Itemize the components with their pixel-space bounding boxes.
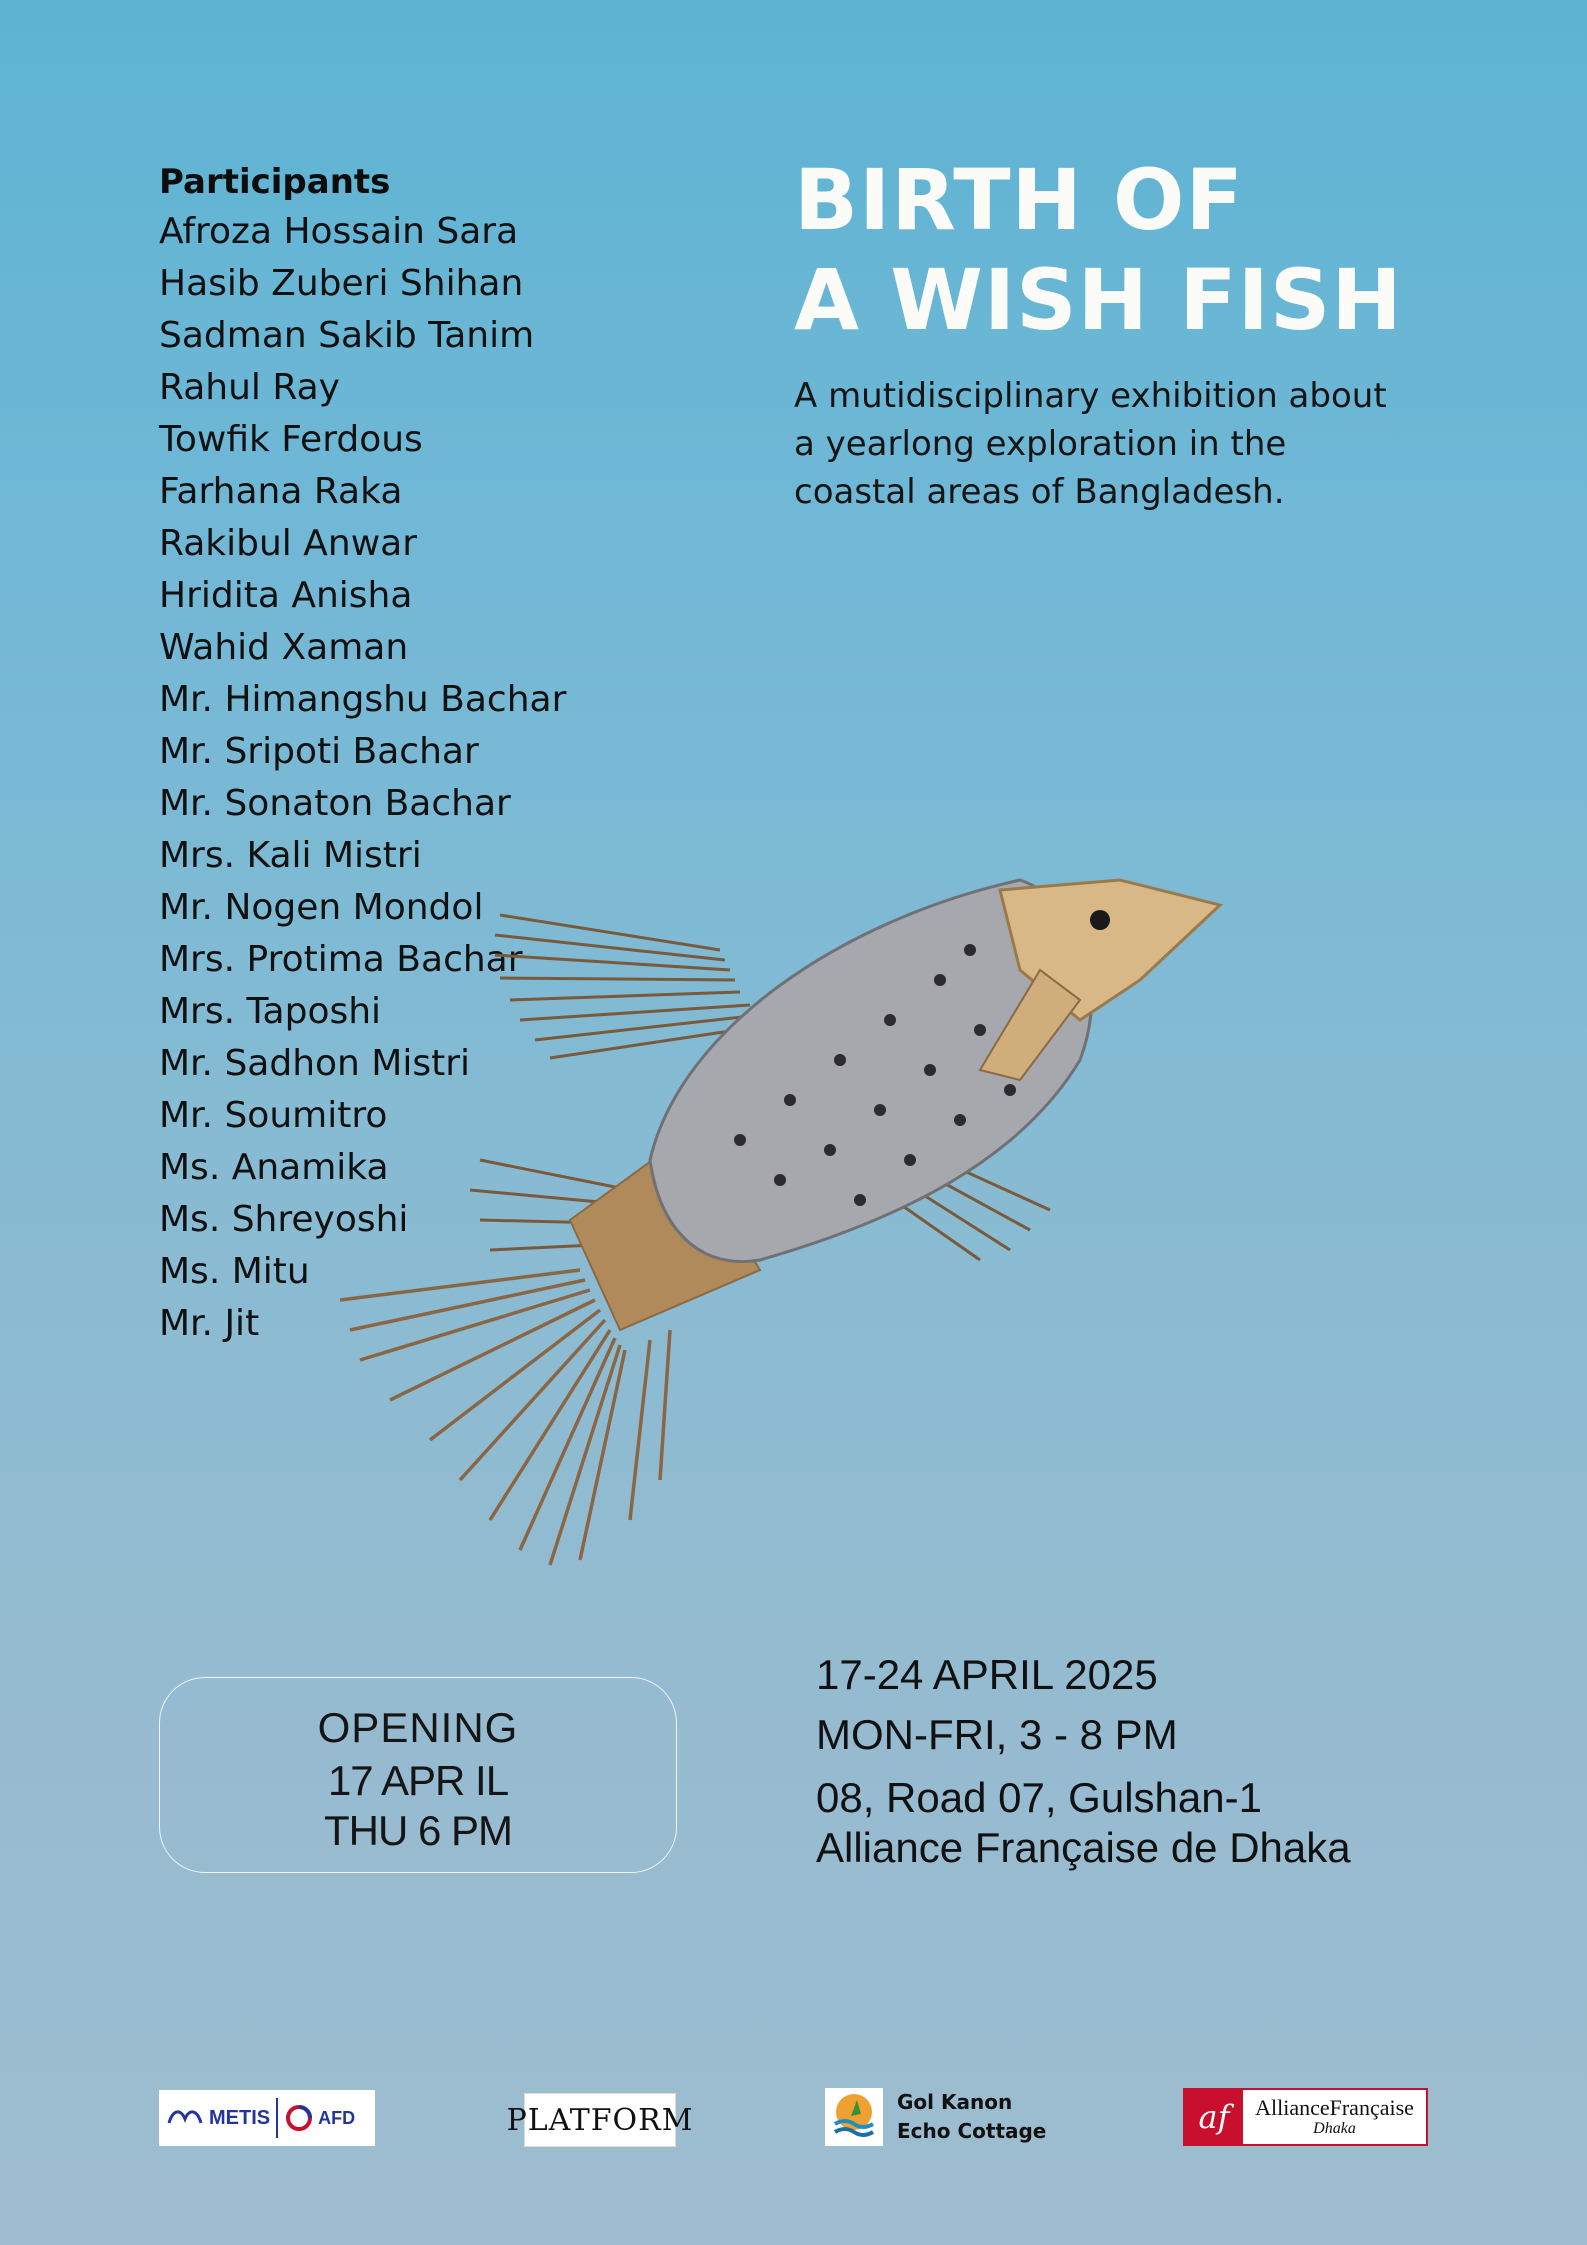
participant-name: Mr. Nogen Mondol	[159, 887, 484, 928]
af-name: AllianceFrançaise	[1255, 2095, 1414, 2120]
metis-label: METIS	[209, 2106, 271, 2129]
participant-name: Wahid Xaman	[159, 627, 409, 668]
fish-eye	[1090, 910, 1110, 930]
afd-label: AFD	[318, 2107, 356, 2128]
participant-name: Hridita Anisha	[159, 575, 413, 616]
participant-name: Rahul Ray	[159, 367, 340, 408]
participant-name: Mr. Sripoti Bachar	[159, 731, 479, 772]
gol-kanon-line-1: Gol Kanon	[897, 2090, 1013, 2114]
participant-name: Ms. Mitu	[159, 1251, 310, 1292]
fish-sculpture-image	[320, 860, 1240, 1580]
alliance-francaise-logo	[1183, 2088, 1428, 2146]
participant-name: Farhana Raka	[159, 471, 403, 512]
team-platform-logo	[506, 2093, 694, 2147]
gol-kanon-text	[897, 2088, 1046, 2146]
participant-name: Hasib Zuberi Shihan	[159, 263, 524, 304]
event-hours: MON-FRI, 3 - 8 PM	[816, 1711, 1178, 1758]
participant-name: Mr. Jit	[159, 1303, 260, 1344]
gol-kanon-line-2: Echo Cottage	[897, 2119, 1047, 2143]
title-line-2: A WISH FISH	[794, 251, 1403, 349]
participant-name: Sadman Sakib Tanim	[159, 315, 535, 356]
opening-box	[159, 1677, 677, 1873]
participant-name: Mr. Himangshu Bachar	[159, 679, 567, 720]
participant-name: Ms. Shreyoshi	[159, 1199, 409, 1240]
opening-date: 17 APR IL	[327, 1757, 509, 1804]
metis-afd-logo	[159, 2090, 375, 2146]
exhibition-description: A mutidisciplinary exhibition about a yearlong exploration in the coastal areas of Bangladesh.	[794, 376, 1387, 512]
participant-name: Mr. Sadhon Mistri	[159, 1043, 471, 1084]
participant-name: Rakibul Anwar	[159, 523, 417, 564]
participant-name: Ms. Anamika	[159, 1147, 389, 1188]
participants-heading: Participants	[159, 162, 391, 202]
participant-name: Mr. Soumitro	[159, 1095, 388, 1136]
event-info	[816, 1645, 1351, 1873]
afd-ring-icon	[284, 2103, 314, 2133]
opening-time: THU 6 PM	[323, 1807, 512, 1854]
participant-name: Mrs. Taposhi	[159, 991, 382, 1032]
exhibition-title	[794, 150, 1403, 350]
participant-name: Mr. Sonaton Bachar	[159, 783, 511, 824]
opening-label: OPENING	[317, 1704, 519, 1751]
gol-kanon-icon	[825, 2088, 883, 2146]
af-mark: af	[1185, 2090, 1243, 2144]
title-line-1: BIRTH OF	[794, 151, 1244, 249]
participant-name: Mrs. Protima Bachar	[159, 939, 523, 980]
af-text	[1243, 2096, 1426, 2138]
participant-name: Towfik Ferdous	[159, 419, 423, 460]
logo-divider	[276, 2098, 278, 2138]
platform-label: PLATFORM	[506, 2102, 694, 2138]
gol-kanon-logo	[825, 2088, 1046, 2146]
af-city: Dhaka	[1313, 2120, 1356, 2137]
participant-name: Afroza Hossain Sara	[159, 211, 519, 252]
participant-name: Mrs. Kali Mistri	[159, 835, 422, 876]
sponsor-logos	[0, 2088, 1587, 2148]
event-dates: 17-24 APRIL 2025	[816, 1651, 1158, 1698]
metis-icon	[165, 2103, 205, 2133]
event-address-line-1: 08, Road 07, Gulshan-1	[816, 1774, 1262, 1821]
event-address-line-2: Alliance Française de Dhaka	[816, 1824, 1351, 1871]
